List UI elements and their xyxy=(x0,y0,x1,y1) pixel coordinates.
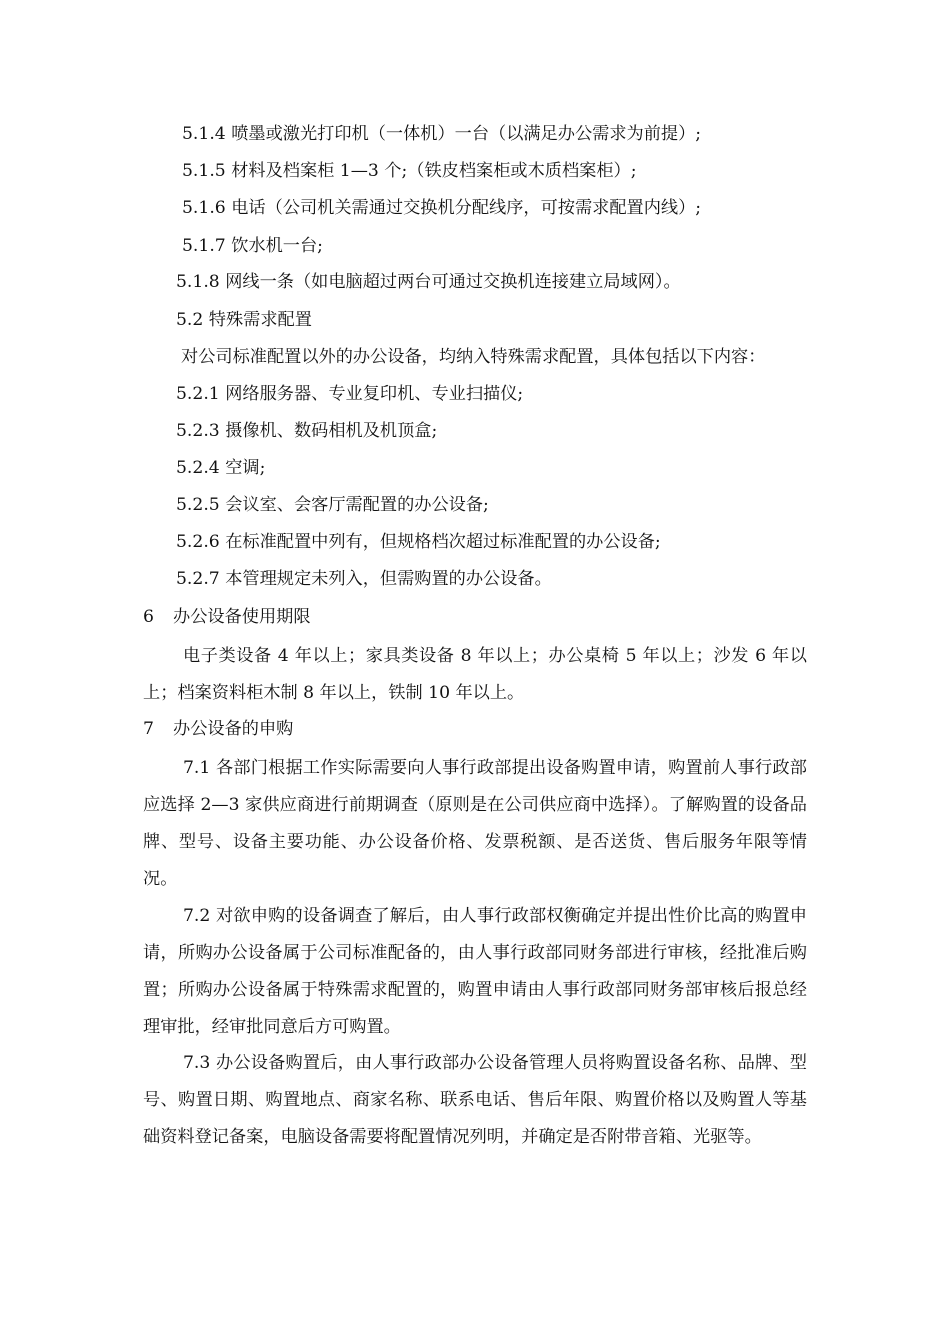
section-7-number: 7 xyxy=(143,719,154,739)
section-6-body: 电子类设备 4 年以上；家具类设备 8 年以上；办公桌椅 5 年以上；沙发 6 年以上；档案资料柜木制 8 年以上，铁制 10 年以上。 xyxy=(143,646,807,703)
section-5-2-title: 5.2 特殊需求配置 xyxy=(176,310,312,330)
section-6-heading xyxy=(143,606,311,628)
item-5-2-5: 5.2.5 会议室、会客厅需配置的办公设备; xyxy=(176,495,489,515)
item-5-2-7: 5.2.7 本管理规定未列入，但需购置的办公设备。 xyxy=(176,569,552,589)
paragraph-7-2: 7.2 对欲申购的设备调查了解后，由人事行政部权衡确定并提出性价比高的购置申请，所购办公设备属于公司标准配备的，由人事行政部同财务部进行审核，经批准后购置；所购办公设备属于特殊需求配置的，购置申请由人事行政部同财务部审核后报总经理审批，经审批同意后方可购置。 xyxy=(143,906,807,1037)
item-5-1-5: 5.1.5 材料及档案柜 1—3 个;（铁皮档案柜或木质档案柜）; xyxy=(182,161,637,181)
section-7-heading xyxy=(143,718,293,740)
item-5-1-4: 5.1.4 喷墨或激光打印机（一体机）一台（以满足办公需求为前提）; xyxy=(182,124,702,144)
item-5-2-6: 5.2.6 在标准配置中列有，但规格档次超过标准配置的办公设备; xyxy=(176,532,661,552)
paragraph-7-3: 7.3 办公设备购置后，由人事行政部办公设备管理人员将购置设备名称、品牌、型号、购置日期、购置地点、商家名称、联系电话、售后年限、购置价格以及购置人等基础资料登记备案，电脑设备需要将配置情况列明，并确定是否附带音箱、光驱等。 xyxy=(143,1053,807,1147)
section-5-2-intro: 对公司标准配置以外的办公设备，均纳入特殊需求配置，具体包括以下内容： xyxy=(181,347,766,367)
item-5-2-3: 5.2.3 摄像机、数码相机及机顶盒; xyxy=(176,421,438,441)
item-5-1-6: 5.1.6 电话（公司机关需通过交换机分配线序，可按需求配置内线）; xyxy=(182,198,702,218)
item-5-2-4: 5.2.4 空调; xyxy=(176,458,266,478)
item-5-1-7: 5.1.7 饮水机一台; xyxy=(182,236,323,256)
item-5-1-8: 5.1.8 网线一条（如电脑超过两台可通过交换机连接建立局域网）。 xyxy=(176,272,681,292)
item-5-2-1: 5.2.1 网络服务器、专业复印机、专业扫描仪; xyxy=(176,384,524,404)
paragraph-7-1: 7.1 各部门根据工作实际需要向人事行政部提出设备购置申请，购置前人事行政部应选择 2—3 家供应商进行前期调查（原则是在公司供应商中选择）。了解购置的设备品牌、型号、设备主要功能、办公设备价格、发票税额、是否送货、售后服务年限等情况。 xyxy=(143,758,807,889)
section-6-number: 6 xyxy=(143,607,154,627)
section-7-title: 办公设备的申购 xyxy=(173,719,294,739)
section-6-title: 办公设备使用期限 xyxy=(173,607,311,627)
